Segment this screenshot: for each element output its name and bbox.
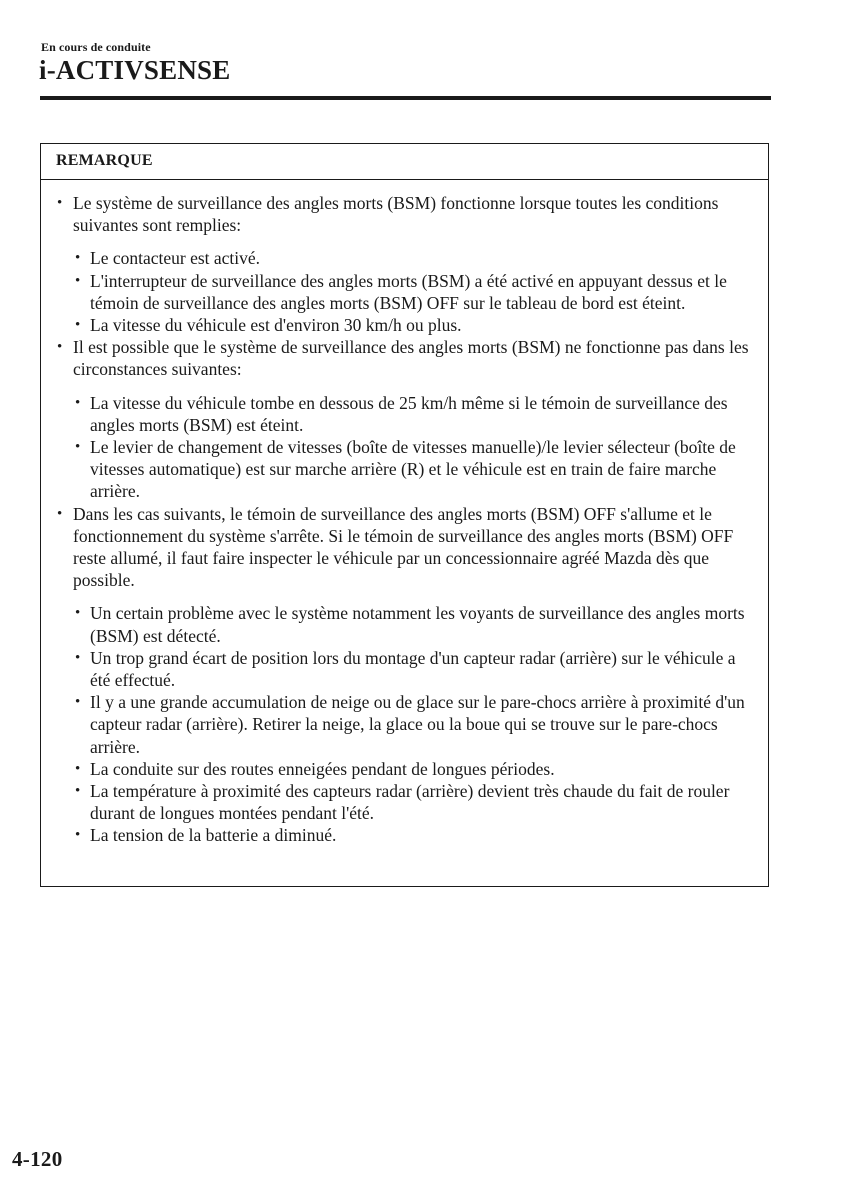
sub-item-text: Il y a une grande accumulation de neige ou de glace sur le pare-chocs arrière à proximité d'un capteur radar (arrière). Retirer la neige, la glace ou la boue qui se trouve sur le pare-chocs arrière. [90,692,745,757]
note-item-text: Dans les cas suivants, le témoin de surveillance des angles morts (BSM) OFF s'allume et le fonctionnement du système s'arrête. Si le témoin de surveillance des angles morts (BSM) OFF reste allumé, il faut faire inspecter le véhicule par un concessionnaire agréé Mazda dès que possible. [73,503,734,591]
sub-item-text: L'interrupteur de surveillance des angles morts (BSM) a été activé en appuyant dessus et le témoin de surveillance des angles morts (BSM) OFF sur le tableau de bord est éteint. [90,270,727,313]
note-body [41,180,768,847]
bullet-icon: • [75,605,81,622]
note-box [40,143,769,887]
sub-item [73,270,758,314]
sub-item [73,780,758,824]
bullet-icon: • [75,694,81,711]
bullet-icon: • [75,250,81,267]
sub-item [73,691,758,758]
page-title: i-ACTIVSENSE [39,55,231,85]
page-number: 4-120 [12,1147,63,1171]
note-item [55,192,758,236]
sub-item-text: La température à proximité des capteurs radar (arrière) devient très chaude du fait de rouler durant de longues montées pendant l'été. [90,781,730,824]
sub-item [73,392,758,436]
note-item-text: Il est possible que le système de surveillance des angles morts (BSM) ne fonctionne pas dans les circonstances suivantes: [73,337,749,380]
bullet-icon: • [57,339,63,356]
note-item-text: Le système de surveillance des angles morts (BSM) fonctionne lorsque toutes les conditions suivantes sont remplies: [73,193,719,236]
sub-item-text: Le levier de changement de vitesses (boîte de vitesses manuelle)/le levier sélecteur (boîte de vitesses automatique) est sur marche arrière (R) et le véhicule est en train de faire marche arrière. [90,437,736,502]
sub-item [73,758,758,780]
note-heading: REMARQUE [41,144,768,180]
sub-item [73,647,758,691]
bullet-icon: • [75,827,81,844]
bullet-icon: • [75,394,81,411]
sub-item-text: Un certain problème avec le système notamment les voyants de surveillance des angles morts (BSM) est détecté. [90,603,745,646]
sub-item-text: La conduite sur des routes enneigées pendant de longues périodes. [90,758,555,779]
sub-item [73,314,758,336]
bullet-icon: • [75,760,81,777]
sub-item [73,436,758,503]
sub-item-text: La vitesse du véhicule tombe en dessous de 25 km/h même si le témoin de surveillance des angles morts (BSM) est éteint. [90,392,728,435]
sub-item [73,824,758,846]
bullet-icon: • [75,649,81,666]
note-item [55,503,758,592]
sub-item [73,602,758,646]
bullet-icon: • [75,783,81,800]
section-label: En cours de conduite [41,40,151,54]
sub-item-text: Un trop grand écart de position lors du montage d'un capteur radar (arrière) sur le véhicule a été effectué. [90,647,736,691]
sub-list [55,602,758,846]
bullet-icon: • [75,272,81,289]
bullet-icon: • [75,317,81,334]
sub-item [73,247,758,269]
bullet-icon: • [75,439,81,456]
sub-list [55,247,758,336]
sub-item-text: La tension de la batterie a diminué. [90,825,337,846]
sub-list [55,392,758,503]
header-divider [40,96,771,100]
sub-item-text: La vitesse du véhicule est d'environ 30 km/h ou plus. [90,315,462,336]
sub-item-text: Le contacteur est activé. [90,248,261,269]
bullet-icon: • [57,195,63,211]
note-item [55,336,758,380]
bullet-icon: • [57,505,63,522]
